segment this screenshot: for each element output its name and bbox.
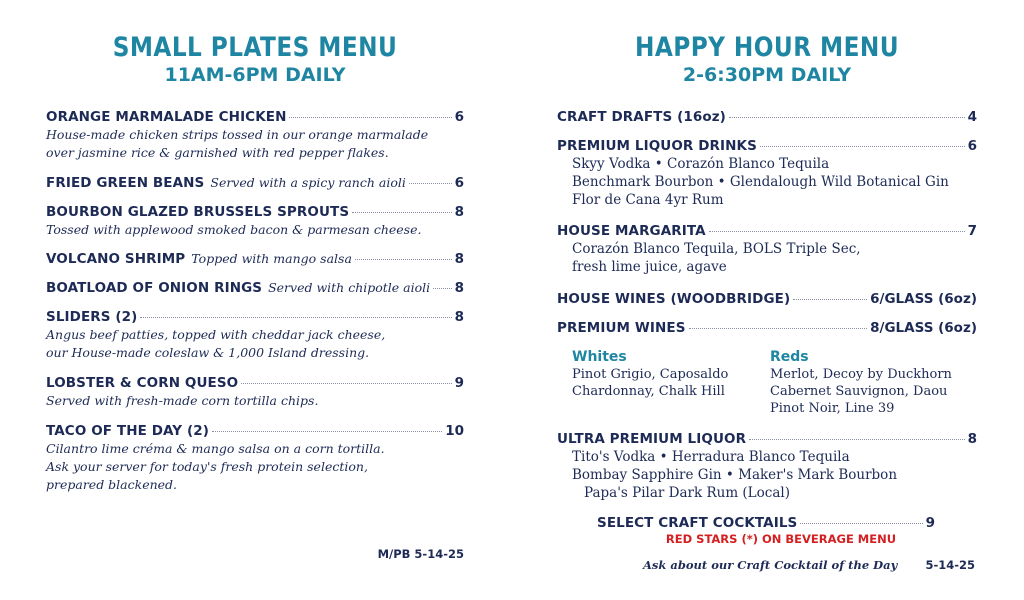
item-desc: Served with fresh-made corn tortilla chips. [46,393,319,408]
happy-hour-section [557,0,977,572]
wine-line: Chardonnay, Chalk Hill [572,384,725,399]
item-desc: Topped with mango salsa [191,251,352,266]
item-price: 6 [454,175,464,191]
item-name: BOATLOAD OF ONION RINGS [46,280,263,296]
item-name: FRIED GREEN BEANS [46,175,205,191]
menu-item [557,137,977,209]
item-price: 6/GLASS (6oz) [870,291,977,307]
item-desc: Cilantro lime créma & mango salsa on a corn tortilla. [46,441,385,456]
item-desc: Served with a spicy ranch aioli [210,175,406,190]
menu-item [46,174,464,192]
item-price: 6 [454,109,464,125]
item-desc: Angus beef patties, topped with cheddar jack cheese, [46,327,386,342]
happy-hour-footer-note: Ask about our Craft Cocktail of the Day [643,558,898,572]
menu-item [46,308,464,362]
item-desc: over jasmine rice & garnished with red pepper flakes. [46,145,389,160]
item-name: ORANGE MARMALADE CHICKEN [46,109,287,125]
small-plates-hours: 11AM-6PM DAILY [164,64,346,86]
happy-hour-hours: 2-6:30PM DAILY [682,64,852,86]
item-price: 8 [454,280,464,296]
item-line: fresh lime juice, agave [572,259,727,275]
cocktails-item [597,514,935,546]
small-plates-title: SMALL PLATES MENU [112,32,398,63]
wine-line: Cabernet Sauvignon, Daou [770,384,948,399]
wine-line: Merlot, Decoy by Duckhorn [770,367,952,382]
reds-heading: Reds [770,349,809,365]
item-name: CRAFT DRAFTS (16oz) [557,109,726,125]
item-desc: Ask your server for today's fresh protein selection, [46,459,368,474]
item-name: SELECT CRAFT COCKTAILS [597,515,798,531]
item-price: 8 [454,251,464,267]
reds-list [770,348,980,417]
item-price: 6 [967,138,977,154]
item-line: Flor de Cana 4yr Rum [572,192,724,208]
menu-item [46,250,464,268]
item-price: 7 [967,223,977,239]
item-line: Bombay Sapphire Gin • Maker's Mark Bourbon [572,467,898,483]
item-desc: Tossed with applewood smoked bacon & parmesan cheese. [46,222,422,237]
menu-item [557,290,977,308]
happy-hour-footer-code: 5-14-25 [925,558,975,572]
whites-heading: Whites [572,349,627,365]
whites-list [572,348,762,400]
item-line: Corazón Blanco Tequila, BOLS Triple Sec, [572,241,861,257]
item-price: 9 [925,515,935,531]
item-price: 8 [454,309,464,325]
item-price: 8 [967,431,977,447]
cocktails-note: RED STARS (*) ON BEVERAGE MENU [665,532,897,546]
menu-item [46,374,464,410]
item-desc: Served with chipotle aioli [268,280,431,295]
small-plates-footer-code: M/PB 5-14-25 [377,547,464,561]
item-price: 4 [967,109,977,125]
item-desc: prepared blackened. [46,477,178,492]
menu-item [46,279,464,297]
item-name: TACO OF THE DAY (2) [46,423,209,439]
item-name: HOUSE MARGARITA [557,223,706,239]
item-price: 8/GLASS (6oz) [870,320,977,336]
menu-item [557,108,977,126]
menu-item [46,422,464,494]
item-name: HOUSE WINES (WOODBRIDGE) [557,291,791,307]
item-price: 10 [445,423,464,439]
item-name: BOURBON GLAZED BRUSSELS SPROUTS [46,204,350,220]
item-name: VOLCANO SHRIMP [46,251,186,267]
item-desc: House-made chicken strips tossed in our orange marmalade [46,127,429,142]
item-price: 9 [454,375,464,391]
item-line: Skyy Vodka • Corazón Blanco Tequila [572,156,830,172]
item-price: 8 [454,204,464,220]
item-name: SLIDERS (2) [46,309,138,325]
menu-item [557,222,977,276]
item-name: LOBSTER & CORN QUESO [46,375,239,391]
item-desc: our House-made coleslaw & 1,000 Island dressing. [46,345,370,360]
happy-hour-title: HAPPY HOUR MENU [634,32,900,63]
menu-item [46,203,464,239]
menu-item [46,108,464,162]
item-name: PREMIUM WINES [557,320,686,336]
wine-line: Pinot Noir, Line 39 [770,401,895,416]
item-line: Papa's Pilar Dark Rum (Local) [584,485,790,501]
menu-item [557,319,977,337]
item-line: Tito's Vodka • Herradura Blanco Tequila [572,449,850,465]
menu-item [557,430,977,502]
wine-line: Pinot Grigio, Caposaldo [572,367,729,382]
item-name: PREMIUM LIQUOR DRINKS [557,138,757,154]
small-plates-section [46,0,464,561]
item-line: Benchmark Bourbon • Glendalough Wild Botanical Gin [572,174,949,190]
item-name: ULTRA PREMIUM LIQUOR [557,431,747,447]
